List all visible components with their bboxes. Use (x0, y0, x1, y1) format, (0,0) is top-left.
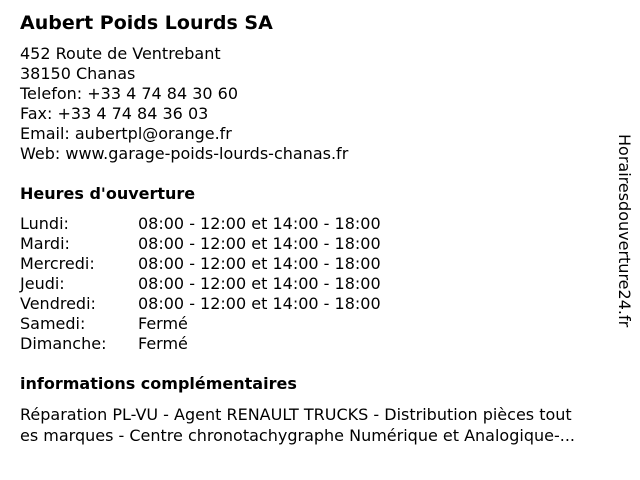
additional-info-heading: informations complémentaires (20, 374, 297, 393)
hours-row (20, 274, 381, 294)
hours-row (20, 254, 381, 274)
hours-time: 08:00 - 12:00 et 14:00 - 18:00 (138, 274, 381, 293)
hours-time: 08:00 - 12:00 et 14:00 - 18:00 (138, 294, 381, 313)
hours-day: Mercredi: (20, 254, 95, 273)
hours-time: 08:00 - 12:00 et 14:00 - 18:00 (138, 214, 381, 233)
hours-row (20, 214, 381, 234)
additional-info-line-2: es marques - Centre chronotachygraphe Numérique et Analogique-... (20, 426, 575, 445)
email-address: Email: aubertpl@orange.fr (20, 124, 232, 143)
hours-day: Samedi: (20, 314, 86, 333)
hours-time: Fermé (138, 334, 188, 353)
hours-row (20, 334, 381, 354)
site-watermark: Horairesdouverture24.fr (615, 134, 634, 328)
hours-time: 08:00 - 12:00 et 14:00 - 18:00 (138, 234, 381, 253)
hours-row (20, 314, 381, 334)
website: Web: www.garage-poids-lourds-chanas.fr (20, 144, 349, 163)
hours-row (20, 234, 381, 254)
hours-day: Dimanche: (20, 334, 107, 353)
phone-number: Telefon: +33 4 74 84 30 60 (20, 84, 239, 103)
opening-hours-table (20, 214, 381, 354)
hours-time: 08:00 - 12:00 et 14:00 - 18:00 (138, 254, 381, 273)
business-name: Aubert Poids Lourds SA (20, 12, 273, 34)
hours-day: Vendredi: (20, 294, 96, 313)
opening-hours-heading: Heures d'ouverture (20, 184, 196, 203)
additional-info-text (20, 404, 632, 446)
fax-number: Fax: +33 4 74 84 36 03 (20, 104, 209, 123)
hours-day: Mardi: (20, 234, 70, 253)
hours-time: Fermé (138, 314, 188, 333)
additional-info-line-1: Réparation PL-VU - Agent RENAULT TRUCKS - Distribution pièces tout (20, 405, 572, 424)
contact-block (20, 44, 348, 164)
hours-row (20, 294, 381, 314)
hours-day: Lundi: (20, 214, 69, 233)
hours-day: Jeudi: (20, 274, 65, 293)
address-line-1: 452 Route de Ventrebant (20, 44, 221, 63)
address-line-2: 38150 Chanas (20, 64, 136, 83)
